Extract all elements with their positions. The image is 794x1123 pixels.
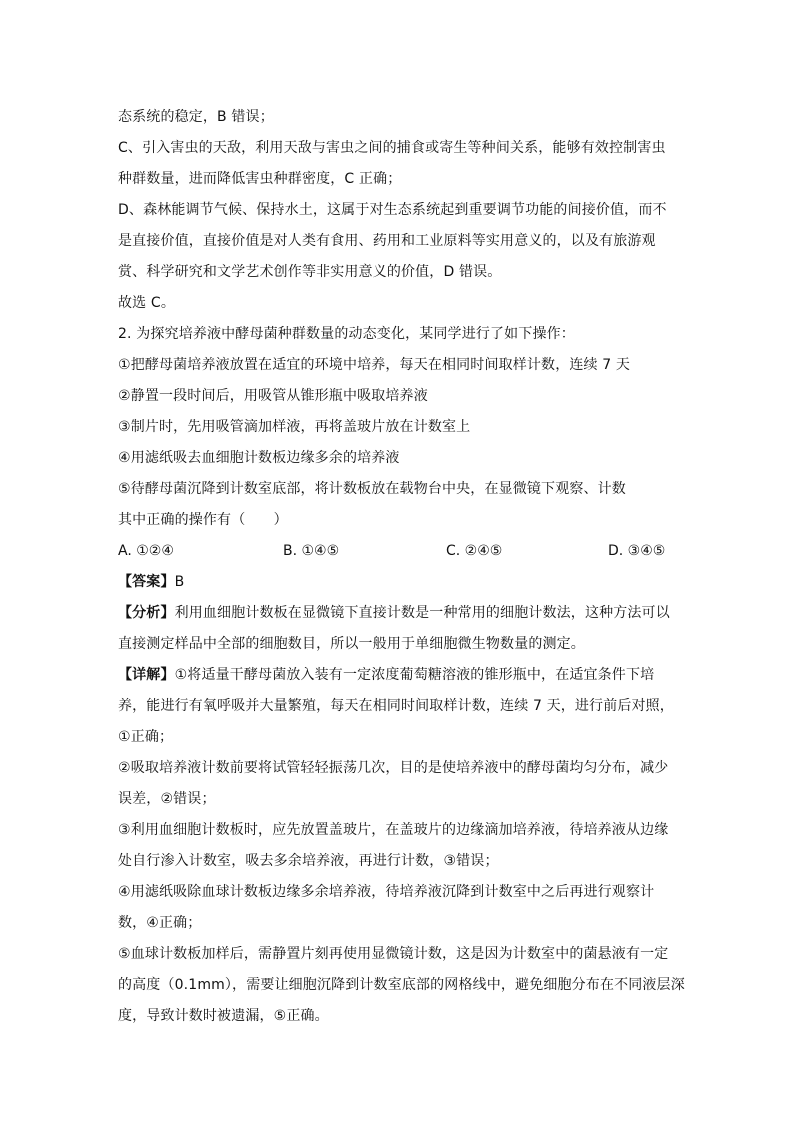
- option-c: C. ②④⑤: [446, 543, 503, 559]
- detail-text: ①将适量干酵母菌放入装有一定浓度葡萄糖溶液的锥形瓶中，在适宜条件下培: [174, 667, 655, 683]
- text-line: 种群数量，进而降低害虫种群密度，C 正确；: [118, 171, 402, 187]
- document-body: [118, 102, 685, 1032]
- detail-line: 养，能进行有氧呼吸并大量繁殖，每天在相同时间取样计数，连续 7 天，进行前后对照，: [118, 698, 674, 714]
- operation-3: ③制片时，先用吸管滴加样液，再将盖玻片放在计数室上: [118, 419, 471, 435]
- text-line: 是直接价值，直接价值是对人类有食用、药用和工业原料等实用意义的，以及有旅游观: [118, 233, 656, 249]
- answer-label: 【答案】: [118, 574, 175, 590]
- detail-line: 度，导致计数时被遗漏，⑤正确。: [118, 1008, 329, 1024]
- analysis-text: 利用血细胞计数板在显微镜下直接计数是一种常用的细胞计数法，这种方法可以: [174, 605, 670, 621]
- detail-line: 误差，②错误；: [118, 791, 216, 807]
- detail-line: ④用滤纸吸除血球计数板边缘多余培养液，待培养液沉降到计数室中之后再进行观察计: [118, 884, 655, 900]
- text-line: 态系统的稳定，B 错误；: [118, 109, 274, 125]
- detail-line: 的高度（0.1mm），需要让细胞沉降到计数室底部的网格线中，避免细胞分布在不同液层深: [118, 977, 685, 993]
- detail-line: ③利用血细胞计数板时，应先放置盖玻片，在盖玻片的边缘滴加培养液，待培养液从边缘: [118, 822, 669, 838]
- analysis-line-2: 直接测定样品中全部的细胞数目，所以一般用于单细胞微生物数量的测定。: [118, 636, 585, 652]
- analysis-line: [118, 598, 678, 629]
- text-line: 赏、科学研究和文学艺术创作等非实用意义的价值，D 错误。: [118, 264, 502, 280]
- option-d: D. ③④⑤: [608, 543, 666, 559]
- question-prompt: 其中正确的操作有（ ）: [118, 512, 288, 528]
- detail-line: [118, 660, 678, 691]
- operation-2: ②静置一段时间后，用吸管从锥形瓶中吸取培养液: [118, 388, 428, 404]
- operation-1: ①把酵母菌培养液放置在适宜的环境中培养，每天在相同时间取样计数，连续 7 天: [118, 357, 631, 373]
- operation-5: ⑤待酵母菌沉降到计数室底部，将计数板放在载物台中央，在显微镜下观察、计数: [118, 481, 626, 497]
- text-line: D、森林能调节气候、保持水土，这属于对生态系统起到重要调节功能的间接价值，而不: [118, 202, 667, 218]
- option-b: B. ①④⑤: [283, 543, 340, 559]
- answer-value: B: [174, 574, 185, 590]
- answer-line: [118, 567, 678, 598]
- detail-line: ②吸取培养液计数前要将试管轻轻振荡几次，目的是使培养液中的酵母菌均匀分布，减少: [118, 760, 669, 776]
- analysis-label: 【分析】: [118, 605, 175, 621]
- operation-4: ④用滤纸吸去血细胞计数板边缘多余的培养液: [118, 450, 400, 466]
- answer-options: [118, 536, 678, 567]
- option-a: A. ①②④: [118, 543, 174, 559]
- detail-line: ⑤血球计数板加样后，需静置片刻再使用显微镜计数，这是因为计数室中的菌悬液有一定: [118, 946, 669, 962]
- detail-line: 数，④正确；: [118, 915, 202, 931]
- question-stem: 2. 为探究培养液中酵母菌种群数量的动态变化，某同学进行了如下操作：: [118, 326, 575, 342]
- detail-label: 【详解】: [118, 667, 175, 683]
- detail-line: ①正确；: [118, 729, 174, 745]
- text-line: C、引入害虫的天敌，利用天敌与害虫之间的捕食或寄生等种间关系，能够有效控制害虫: [118, 140, 666, 156]
- text-line: 故选 C。: [118, 295, 175, 311]
- detail-line: 处自行渗入计数室，吸去多余培养液，再进行计数，③错误；: [118, 853, 499, 869]
